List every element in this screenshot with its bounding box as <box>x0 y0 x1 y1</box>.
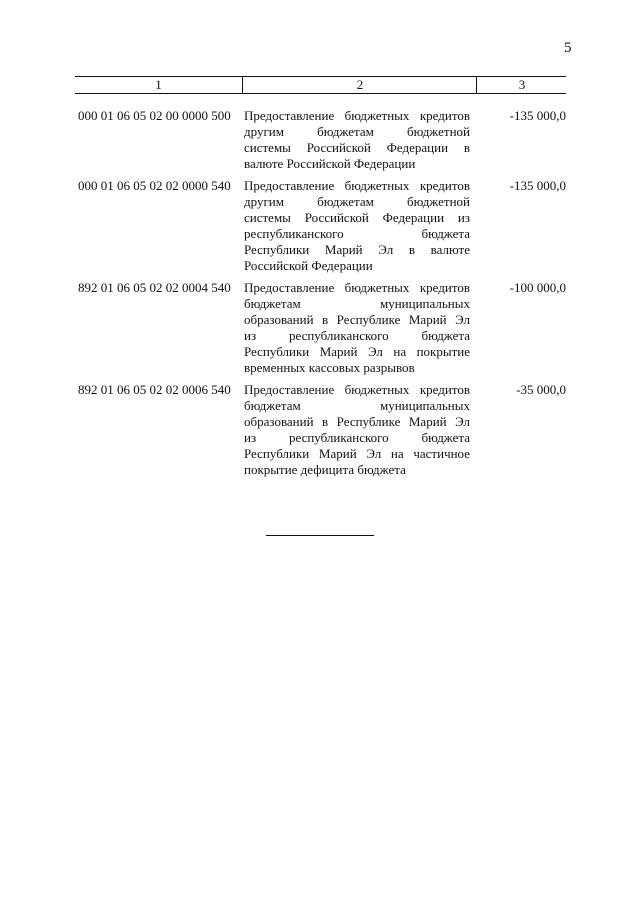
budget-code: 892 01 06 05 02 02 0006 540 <box>78 382 231 397</box>
amount-value: -135 000,0 <box>509 178 566 193</box>
description-line: Российской Федерации <box>244 258 373 273</box>
description-line: покрытие дефицита бюджета <box>244 462 406 477</box>
amount-value: -135 000,0 <box>509 108 566 123</box>
description-line: Предоставление бюджетных кредитов <box>244 108 470 123</box>
budget-code: 892 01 06 05 02 02 0004 540 <box>78 280 231 295</box>
description-line: Предоставление бюджетных кредитов <box>244 280 470 295</box>
column-header-2: 2 <box>242 77 477 93</box>
description-line: бюджетам муниципальных <box>244 296 470 311</box>
description-line: другим бюджетам бюджетной <box>244 194 470 209</box>
description-line: временных кассовых разрывов <box>244 360 415 375</box>
description-line: Предоставление бюджетных кредитов <box>244 382 470 397</box>
description-line: республиканского бюджета <box>244 226 470 241</box>
amount-value: -100 000,0 <box>509 280 566 295</box>
row-description <box>244 382 470 478</box>
budget-code: 000 01 06 05 02 02 0000 540 <box>78 178 231 193</box>
description-line: Республики Марий Эл в валюте <box>244 242 470 257</box>
description-line: из республиканского бюджета <box>244 430 470 445</box>
row-description <box>244 280 470 376</box>
description-line: Республики Марий Эл на покрытие <box>244 344 470 359</box>
description-line: образований в Республике Марий Эл <box>244 414 470 429</box>
end-separator-line <box>266 535 374 536</box>
row-description <box>244 108 470 172</box>
description-line: Предоставление бюджетных кредитов <box>244 178 470 193</box>
row-description <box>244 178 470 274</box>
description-line: валюте Российской Федерации <box>244 156 416 171</box>
description-line: Республики Марий Эл на частичное <box>244 446 470 461</box>
column-header-3: 3 <box>476 77 567 93</box>
description-line: из республиканского бюджета <box>244 328 470 343</box>
budget-code: 000 01 06 05 02 00 0000 500 <box>78 108 231 123</box>
page-number: 5 <box>564 40 572 56</box>
table-header <box>75 76 566 94</box>
description-line: системы Российской Федерации из <box>244 210 470 225</box>
description-line: бюджетам муниципальных <box>244 398 470 413</box>
amount-value: -35 000,0 <box>516 382 566 397</box>
description-line: образований в Республике Марий Эл <box>244 312 470 327</box>
description-line: другим бюджетам бюджетной <box>244 124 470 139</box>
column-header-1: 1 <box>155 77 162 92</box>
description-line: системы Российской Федерации в <box>244 140 470 155</box>
